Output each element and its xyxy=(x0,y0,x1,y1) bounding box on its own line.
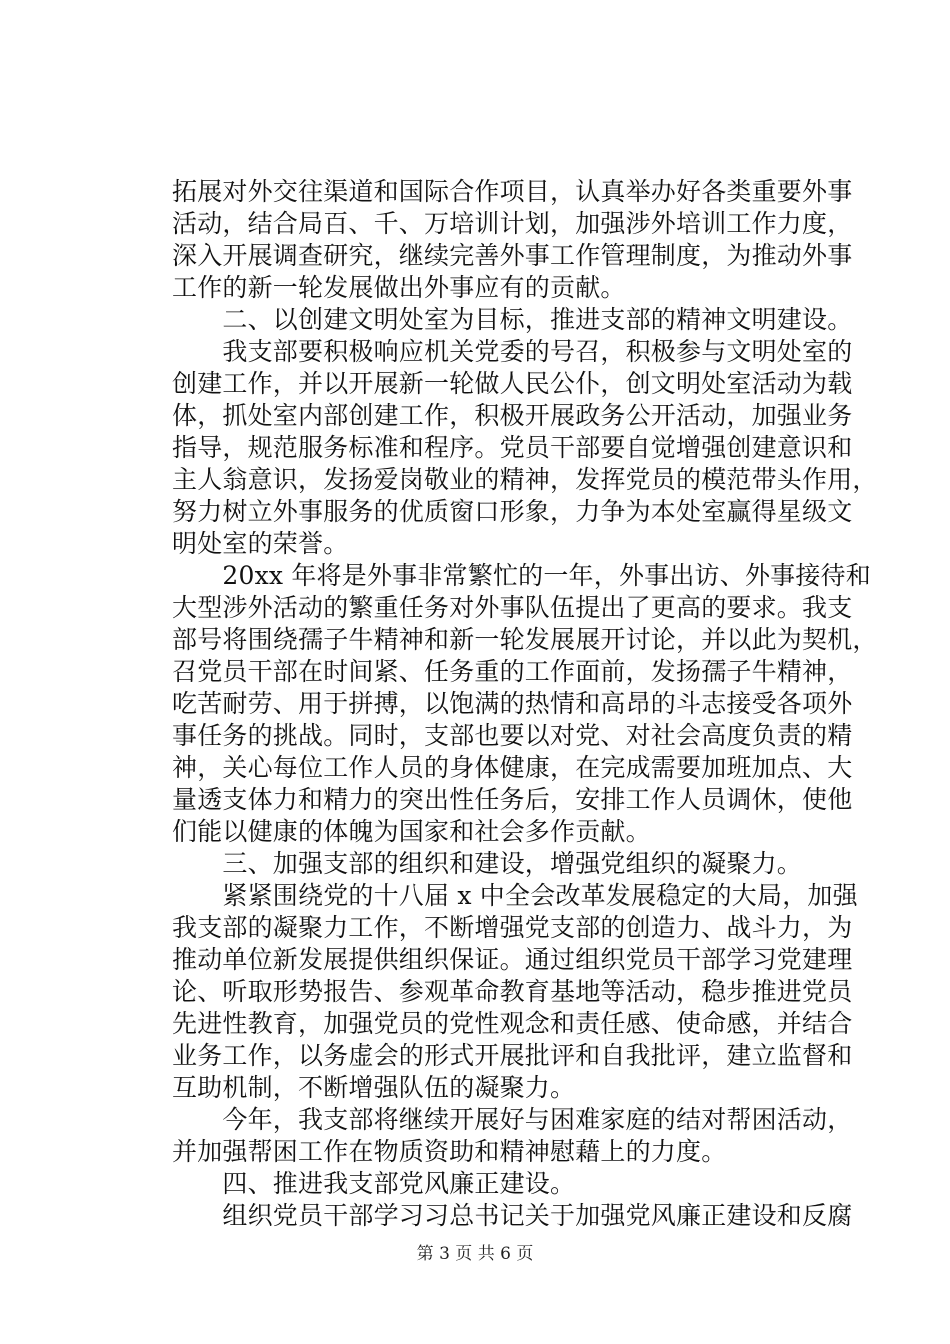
text-line: 创建工作，并以开展新一轮做人民公仆，创文明处室活动为载 xyxy=(172,369,853,398)
text-line: 工作的新一轮发展做出外事应有的贡献。 xyxy=(172,273,626,302)
text-line: 主人翁意识，发扬爱岗敬业的精神，发挥党员的模范带头作用， xyxy=(172,465,878,494)
text-line: 事任务的挑战。同时，支部也要以对党、对社会高度负责的精 xyxy=(172,721,853,750)
text-line: 召党员干部在时间紧、任务重的工作面前，发扬孺子牛精神， xyxy=(172,657,853,686)
document-body xyxy=(172,176,878,1232)
text-line: 紧紧围绕党的十八届 x 中全会改革发展稳定的大局，加强 xyxy=(172,881,858,910)
text-line: 互助机制，不断增强队伍的凝聚力。 xyxy=(172,1073,576,1102)
text-line: 20xx 年将是外事非常繁忙的一年，外事出访、外事接待和 xyxy=(172,561,871,590)
text-line: 业务工作，以务虚会的形式开展批评和自我批评，建立监督和 xyxy=(172,1041,853,1070)
page-footer: 第 3 页 共 6 页 xyxy=(416,1244,534,1264)
text-line: 我支部要积极响应机关党委的号召，积极参与文明处室的 xyxy=(172,337,853,366)
section-heading: 二、以创建文明处室为目标，推进支部的精神文明建设。 xyxy=(172,305,853,334)
text-line: 体，抓处室内部创建工作，积极开展政务公开活动，加强业务 xyxy=(172,401,853,430)
text-line: 深入开展调查研究，继续完善外事工作管理制度，为推动外事 xyxy=(172,241,853,270)
text-line: 们能以健康的体魄为国家和社会多作贡献。 xyxy=(172,817,651,846)
text-line: 先进性教育，加强党员的党性观念和责任感、使命感，并结合 xyxy=(172,1009,853,1038)
text-line: 推动单位新发展提供组织保证。通过组织党员干部学习党建理 xyxy=(172,945,853,974)
text-line: 拓展对外交往渠道和国际合作项目，认真举办好各类重要外事 xyxy=(172,177,853,206)
text-line: 吃苦耐劳、用于拼搏，以饱满的热情和高昂的斗志接受各项外 xyxy=(172,689,853,718)
text-line: 部号将围绕孺子牛精神和新一轮发展展开讨论，并以此为契机， xyxy=(172,625,878,654)
text-line: 组织党员干部学习习总书记关于加强党风廉正建设和反腐 xyxy=(172,1201,853,1230)
section-heading: 四、推进我支部党风廉正建设。 xyxy=(172,1169,576,1198)
text-line: 指导，规范服务标准和程序。党员干部要自觉增强创建意识和 xyxy=(172,433,853,462)
text-line: 神，关心每位工作人员的身体健康，在完成需要加班加点、大 xyxy=(172,753,853,782)
section-heading: 三、加强支部的组织和建设，增强党组织的凝聚力。 xyxy=(172,849,803,878)
text-line: 大型涉外活动的繁重任务对外事队伍提出了更高的要求。我支 xyxy=(172,593,853,622)
text-line: 并加强帮困工作在物质资助和精神慰藉上的力度。 xyxy=(172,1137,727,1166)
text-line: 我支部的凝聚力工作，不断增强党支部的创造力、战斗力，为 xyxy=(172,913,853,942)
text-line: 活动，结合局百、千、万培训计划，加强涉外培训工作力度， xyxy=(172,209,853,238)
text-line: 量透支体力和精力的突出性任务后，安排工作人员调休，使他 xyxy=(172,785,853,814)
text-line: 今年，我支部将继续开展好与困难家庭的结对帮困活动， xyxy=(172,1105,853,1134)
text-line: 明处室的荣誉。 xyxy=(172,529,349,558)
text-line: 论、听取形势报告、参观革命教育基地等活动，稳步推进党员 xyxy=(172,977,853,1006)
text-line: 努力树立外事服务的优质窗口形象，力争为本处室赢得星级文 xyxy=(172,497,853,526)
